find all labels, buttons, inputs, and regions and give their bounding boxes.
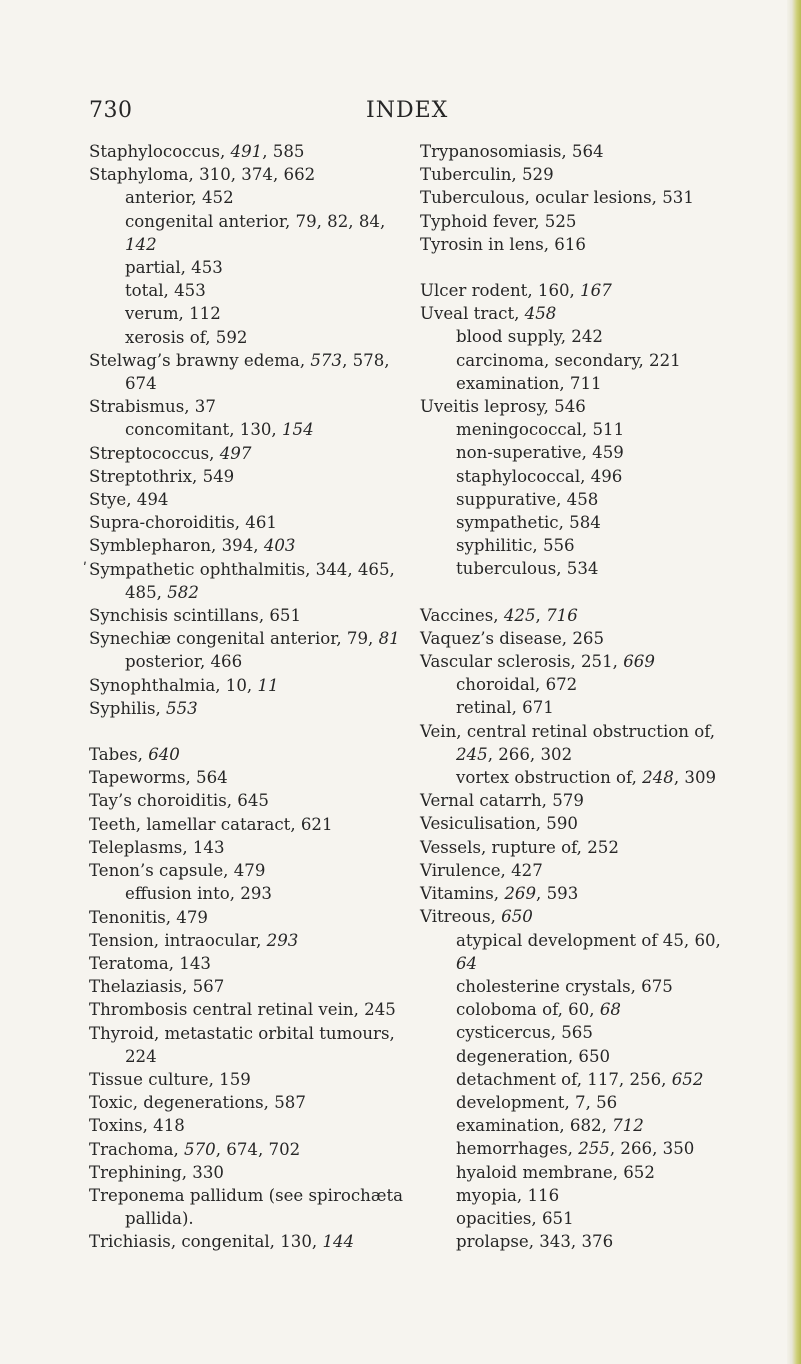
- index-entry: [89, 906, 404, 929]
- entry-text: Thyroid, metastatic orbital tumours,: [89, 1023, 395, 1043]
- index-entry: [89, 836, 404, 859]
- entry-text: coloboma of, 60,: [456, 1000, 600, 1020]
- page-number: 730: [89, 98, 133, 123]
- index-subentry: [89, 1207, 404, 1230]
- index-entry: [420, 650, 785, 673]
- page-ref-italic: 81: [378, 629, 400, 649]
- entry-text: Staphyloma, 310, 374, 662: [89, 165, 316, 185]
- entry-text: Vascular sclerosis, 251,: [420, 652, 624, 672]
- entry-text: Trachoma,: [89, 1139, 185, 1159]
- index-subentry: [420, 511, 785, 534]
- index-subentry: [89, 372, 404, 395]
- entry-text: Teleplasms, 143: [89, 837, 225, 857]
- entry-text: degeneration, 650: [456, 1046, 611, 1066]
- index-subentry: [420, 696, 785, 719]
- index-entry: [89, 813, 404, 836]
- entry-text: Synophthalmia, 10,: [89, 675, 258, 695]
- entry-text: Vernal catarrh, 579: [420, 791, 584, 811]
- index-subentry: [89, 326, 404, 349]
- index-entry: [420, 140, 785, 163]
- index-subentry: [420, 418, 785, 441]
- index-entry: [89, 465, 404, 488]
- entry-text: 224: [125, 1046, 157, 1066]
- entry-text: effusion into, 293: [125, 884, 272, 904]
- entry-text: Synchisis scintillans, 651: [89, 606, 302, 626]
- entry-text: verum, 112: [125, 304, 221, 324]
- index-subentry: [89, 233, 404, 256]
- page-ref-italic: 255: [578, 1139, 610, 1159]
- entry-text: ,: [535, 605, 547, 625]
- index-entry: [420, 720, 785, 743]
- entry-text: Thelaziasis, 567: [89, 977, 225, 997]
- index-entry: [89, 1161, 404, 1184]
- index-subentry: [420, 1137, 785, 1160]
- page-ref-italic: 245: [456, 744, 488, 764]
- index-subentry: [420, 929, 785, 952]
- entry-text: Tuberculin, 529: [420, 165, 554, 185]
- entry-text: carcinoma, secondary, 221: [456, 350, 681, 370]
- page-ref-italic: 293: [266, 930, 299, 950]
- entry-text: Tuberculous, ocular lesions, 531: [420, 188, 694, 208]
- index-entry: [89, 952, 404, 975]
- index-subentry: [420, 1161, 785, 1184]
- index-subentry: [420, 673, 785, 696]
- page-ref-italic: 154: [281, 420, 314, 440]
- entry-text: Tyrosin in lens, 616: [420, 234, 586, 254]
- index-subentry: [420, 1091, 785, 1114]
- index-column-left: [83, 140, 404, 1254]
- index-subentry: [420, 488, 785, 511]
- index-subentry: [89, 1045, 404, 1068]
- entry-text: Treponema pallidum (see spirochæta: [89, 1185, 404, 1205]
- entry-text: examination, 682,: [456, 1116, 613, 1136]
- index-subentry: [89, 279, 404, 302]
- entry-text: vortex obstruction of,: [456, 768, 643, 788]
- entry-text: 674: [125, 374, 157, 394]
- entry-text: Vaquez’s disease, 265: [420, 628, 605, 648]
- index-entry: [420, 210, 785, 233]
- entry-text: staphylococcal, 496: [456, 466, 623, 486]
- index-entry: [89, 395, 404, 418]
- page-ref-italic: 458: [524, 304, 557, 324]
- entry-text: cholesterine crystals, 675: [456, 976, 673, 996]
- entry-text: Vessels, rupture of, 252: [420, 837, 619, 857]
- page-edge: [787, 0, 801, 1364]
- entry-text: myopia, 116: [456, 1185, 560, 1205]
- page-header: [89, 98, 729, 128]
- index-subentry: [420, 1021, 785, 1044]
- index-subentry: [89, 302, 404, 325]
- index-entry: [89, 859, 404, 882]
- entry-text: Tenonitis, 479: [89, 907, 208, 927]
- index-entry: [89, 1138, 404, 1161]
- index-entry: [420, 163, 785, 186]
- index-subentry: [420, 1184, 785, 1207]
- index-entry: [420, 836, 785, 859]
- entry-text: detachment of, 117, 256,: [456, 1069, 672, 1089]
- entry-text: Tension, intraocular,: [89, 930, 267, 950]
- index-subentry: [420, 534, 785, 557]
- index-subentry: [420, 325, 785, 348]
- index-entry: [89, 697, 404, 720]
- index-entry: [89, 674, 404, 697]
- entry-text: , 266, 302: [487, 744, 573, 764]
- entry-text: tuberculous, 534: [456, 559, 599, 579]
- index-subentry: [420, 349, 785, 372]
- page-ref-italic: 640: [148, 745, 180, 765]
- page-ref-italic: 144: [322, 1232, 355, 1252]
- entry-text: , 593: [536, 884, 579, 904]
- page-ref-italic: 573: [310, 350, 343, 370]
- entry-text: Tenon’s capsule, 479: [89, 861, 266, 881]
- entry-text: Tissue culture, 159: [89, 1069, 251, 1089]
- page-ref-italic: 669: [623, 652, 655, 672]
- page-ref-italic: 142: [125, 234, 157, 254]
- entry-text: Staphylococcus,: [89, 142, 231, 161]
- entry-text: prolapse, 343, 376: [456, 1232, 614, 1252]
- index-subentry: [420, 465, 785, 488]
- index-entry: [420, 186, 785, 209]
- index-entry: [89, 743, 404, 766]
- entry-text: Sympathetic ophthalmitis, 344, 465,: [89, 559, 395, 579]
- running-head: INDEX: [366, 98, 449, 123]
- index-entry: [89, 163, 404, 186]
- entry-text: atypical development of 45, 60,: [456, 930, 721, 950]
- margin-mark: ʹ: [83, 560, 87, 577]
- index-entry: [83, 558, 404, 581]
- index-entry: [89, 1091, 404, 1114]
- index-entry: [89, 1022, 404, 1045]
- index-subentry: [420, 1207, 785, 1230]
- entry-text: Trephining, 330: [89, 1162, 224, 1182]
- page-ref-italic: 497: [219, 443, 252, 463]
- index-entry: [89, 511, 404, 534]
- index-entry: [89, 1068, 404, 1091]
- entry-text: Stelwag’s brawny edema,: [89, 350, 311, 370]
- index-entry: [89, 534, 404, 557]
- index-entry: [89, 488, 404, 511]
- page-ref-italic: 582: [167, 582, 199, 602]
- entry-text: Symblepharon, 394,: [89, 536, 264, 556]
- entry-text: suppurative, 458: [456, 489, 599, 509]
- entry-text: Vaccines,: [420, 605, 504, 625]
- entry-text: partial, 453: [125, 258, 223, 278]
- entry-text: Toxic, degenerations, 587: [89, 1093, 306, 1113]
- index-entry: [89, 442, 404, 465]
- entry-text: Teeth, lamellar cataract, 621: [89, 814, 333, 834]
- index-entry: [89, 604, 404, 627]
- index-entry: [420, 627, 785, 650]
- entry-text: Typhoid fever, 525: [420, 211, 577, 231]
- page-ref-italic: 716: [546, 605, 578, 625]
- index-entry: [420, 395, 785, 418]
- entry-text: Toxins, 418: [89, 1116, 185, 1136]
- index-subentry: [420, 766, 785, 789]
- entry-text: , 309: [673, 768, 717, 788]
- entry-text: cysticercus, 565: [456, 1023, 593, 1043]
- entry-text: Stye, 494: [89, 490, 169, 510]
- entry-text: Tapeworms, 564: [89, 768, 228, 788]
- entry-text: , 266, 350: [609, 1139, 695, 1159]
- index-entry: [420, 789, 785, 812]
- index-subentry: [420, 952, 785, 975]
- entry-text: Thrombosis central retinal vein, 245: [89, 1000, 396, 1020]
- entry-text: anterior, 452: [125, 188, 234, 208]
- index-entry: [420, 604, 785, 627]
- index-entry: [420, 905, 785, 928]
- index-entry: [420, 859, 785, 882]
- entry-text: Synechiæ congenital anterior, 79,: [89, 629, 379, 649]
- index-entry: [89, 975, 404, 998]
- index-entry: [420, 812, 785, 835]
- index-subentry: [89, 581, 404, 604]
- page-ref-italic: 553: [166, 698, 198, 718]
- entry-text: retinal, 671: [456, 698, 554, 718]
- index-subentry: [89, 256, 404, 279]
- index-entry: [89, 766, 404, 789]
- index-subentry: [420, 557, 785, 580]
- entry-text: Vitamins,: [420, 884, 505, 904]
- entry-text: , 674, 702: [215, 1139, 301, 1159]
- entry-text: posterior, 466: [125, 652, 243, 672]
- index-entry: [89, 929, 404, 952]
- entry-text: hemorrhages,: [456, 1139, 579, 1159]
- entry-text: Virulence, 427: [420, 860, 543, 880]
- index-subentry: [420, 998, 785, 1021]
- entry-text: hyaloid membrane, 652: [456, 1162, 655, 1182]
- index-entry: [89, 627, 404, 650]
- entry-text: concomitant, 130,: [125, 420, 282, 440]
- index-subentry: [89, 650, 404, 673]
- entry-text: Supra-choroiditis, 461: [89, 513, 277, 533]
- index-subentry: [89, 418, 404, 441]
- index-subentry: [420, 1114, 785, 1137]
- page-ref-italic: 68: [599, 1000, 621, 1020]
- entry-text: total, 453: [125, 281, 206, 301]
- index-entry: [89, 1114, 404, 1137]
- page-ref-italic: 64: [456, 953, 478, 973]
- page-ref-italic: 425: [503, 605, 536, 625]
- entry-text: , 578,: [342, 350, 390, 370]
- entry-text: Trichiasis, congenital, 130,: [89, 1232, 323, 1252]
- index-subentry: [420, 441, 785, 464]
- entry-text: development, 7, 56: [456, 1092, 618, 1112]
- page-ref-italic: 11: [257, 675, 279, 695]
- index-column-right: [420, 140, 785, 1253]
- entry-text: Streptothrix, 549: [89, 466, 235, 486]
- page-ref-italic: 652: [671, 1069, 704, 1089]
- index-entry: [420, 279, 785, 302]
- entry-text: blood supply, 242: [456, 327, 603, 347]
- entry-text: , 585: [262, 142, 305, 161]
- entry-text: pallida).: [125, 1209, 194, 1229]
- page-ref-italic: 570: [184, 1139, 216, 1159]
- index-entry: [89, 998, 404, 1021]
- entry-text: Tabes,: [89, 745, 149, 765]
- entry-text: Tay’s choroiditis, 645: [89, 791, 269, 811]
- entry-text: Vitreous,: [420, 907, 502, 927]
- entry-text: Ulcer rodent, 160,: [420, 281, 581, 301]
- entry-text: Streptococcus,: [89, 443, 220, 463]
- index-subentry: [420, 1068, 785, 1091]
- entry-text: sympathetic, 584: [456, 513, 601, 533]
- index-subentry: [89, 186, 404, 209]
- page-ref-italic: 712: [612, 1116, 644, 1136]
- index-entry: [420, 302, 785, 325]
- entry-text: Trypanosomiasis, 564: [420, 142, 604, 161]
- entry-text: Vein, central retinal obstruction of,: [420, 721, 716, 741]
- entry-text: Syphilis,: [89, 698, 167, 718]
- index-subentry: [420, 743, 785, 766]
- page-ref-italic: 491: [230, 142, 263, 161]
- index-entry: [89, 140, 404, 163]
- entry-text: opacities, 651: [456, 1208, 574, 1228]
- page-ref-italic: 403: [263, 536, 296, 556]
- index-subentry: [89, 210, 404, 233]
- index-subentry: [420, 975, 785, 998]
- entry-text: Vesiculisation, 590: [420, 814, 578, 834]
- index-entry: [89, 1230, 404, 1253]
- index-entry: [89, 1184, 404, 1207]
- entry-text: Strabismus, 37: [89, 397, 216, 417]
- entry-text: non-superative, 459: [456, 443, 624, 463]
- index-subentry: [420, 372, 785, 395]
- page-ref-italic: 167: [580, 281, 612, 301]
- index-subentry: [420, 1230, 785, 1253]
- page-ref-italic: 248: [642, 768, 674, 788]
- entry-text: syphilitic, 556: [456, 536, 575, 556]
- entry-text: examination, 711: [456, 373, 602, 393]
- index-subentry: [89, 882, 404, 905]
- index-entry: [420, 882, 785, 905]
- index-entry: [89, 349, 404, 372]
- entry-text: Uveitis leprosy, 546: [420, 397, 586, 417]
- entry-text: Teratoma, 143: [89, 953, 211, 973]
- entry-text: meningococcal, 511: [456, 420, 625, 440]
- index-entry: [420, 233, 785, 256]
- entry-text: xerosis of, 592: [125, 327, 248, 347]
- entry-text: Uveal tract,: [420, 304, 525, 324]
- index-entry: [89, 789, 404, 812]
- entry-text: 485,: [125, 582, 168, 602]
- page-ref-italic: 269: [504, 884, 537, 904]
- entry-text: congenital anterior, 79, 82, 84,: [125, 211, 386, 231]
- entry-text: choroidal, 672: [456, 675, 578, 695]
- index-subentry: [420, 1045, 785, 1068]
- page-ref-italic: 650: [501, 907, 533, 927]
